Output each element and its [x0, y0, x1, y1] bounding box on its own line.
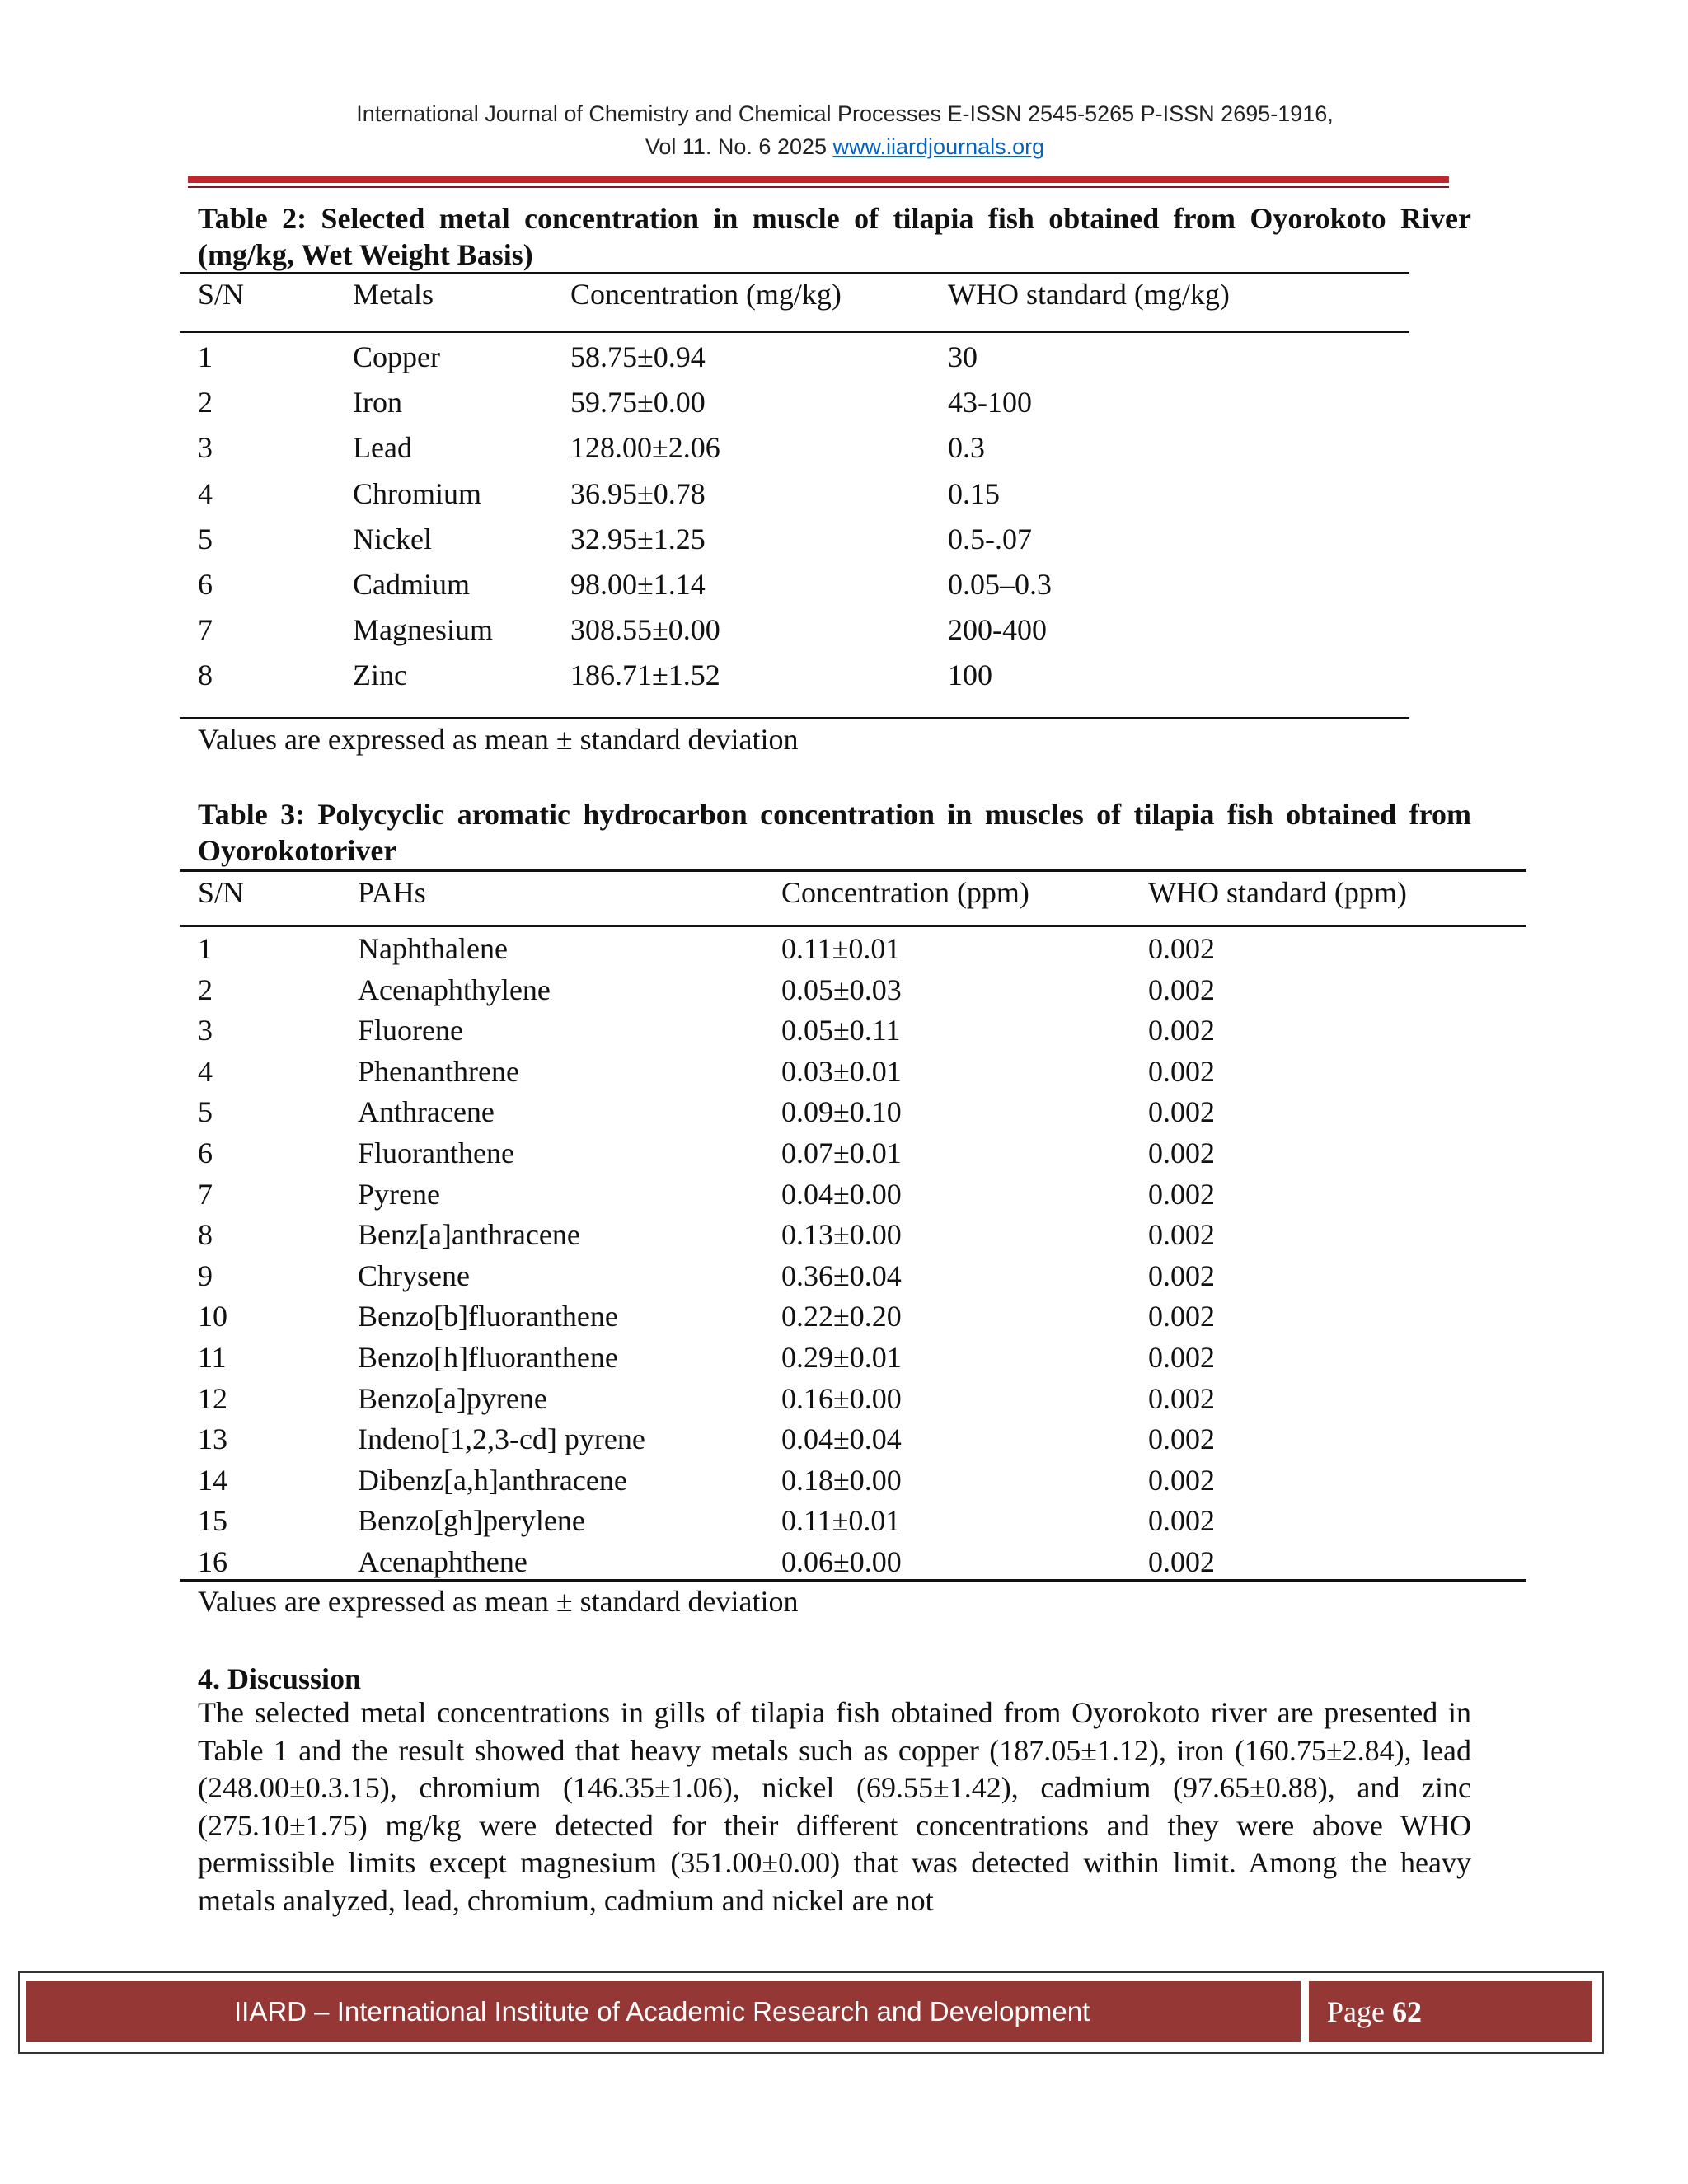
table2-header-rule: [180, 331, 1409, 333]
header-rule-thin: [188, 186, 1449, 188]
table2-header-sn: S/N: [198, 278, 245, 311]
table3-cell-sn: 1: [198, 932, 213, 965]
table3-header-row: [0, 875, 1688, 912]
table3-cell-concentration: 0.03±0.01: [781, 1054, 902, 1088]
table3-cell-sn: 7: [198, 1177, 213, 1211]
table2-cell-concentration: 186.71±1.52: [570, 658, 720, 692]
table3-row: [0, 931, 1688, 968]
table3-row: [0, 1054, 1688, 1090]
table3-cell-name: Fluoranthene: [358, 1137, 514, 1169]
table3-cell-who: 0.002: [1148, 1218, 1215, 1252]
table3-cell-sn: 4: [198, 1054, 213, 1088]
table2-cell-sn: 4: [198, 476, 213, 510]
table3-cell-sn: 16: [198, 1545, 227, 1578]
journal-header: [198, 97, 1492, 163]
table2-cell-name: Magnesium: [353, 613, 493, 647]
table2-cell-sn: 7: [198, 613, 213, 647]
table2-cell-concentration: 308.55±0.00: [570, 613, 720, 647]
table3-cell-name: Fluorene: [358, 1014, 463, 1047]
table2-cell-sn: 2: [198, 386, 213, 419]
table2-cell-concentration: 32.95±1.25: [570, 522, 706, 555]
table3-cell-who: 0.002: [1148, 1137, 1215, 1169]
table2-row: [0, 522, 1688, 558]
table3-cell-sn: 12: [198, 1381, 227, 1415]
table2-cell-who: 200-400: [948, 613, 1047, 647]
table3-row: [0, 972, 1688, 1009]
table3-cell-sn: 5: [198, 1095, 213, 1129]
table3-cell-who: 0.002: [1148, 1054, 1215, 1088]
journal-website-link[interactable]: www.iiardjournals.org: [832, 134, 1045, 159]
table3-cell-who: 0.002: [1148, 1177, 1215, 1211]
table2-row: [0, 612, 1688, 649]
table2-cell-who: 0.05–0.3: [948, 568, 1052, 601]
table3-top-rule: [180, 869, 1526, 872]
table3-cell-name: Indeno[1,2,3-cd] pyrene: [358, 1422, 645, 1456]
table3-cell-sn: 14: [198, 1463, 227, 1497]
footer-page-label: Page: [1327, 1995, 1385, 2028]
table3-row: [0, 1463, 1688, 1499]
table2-header-metals: Metals: [353, 278, 434, 311]
table2-cell-name: Nickel: [353, 522, 432, 555]
table2-cell-name: Zinc: [353, 658, 407, 692]
table3-cell-concentration: 0.04±0.04: [781, 1422, 902, 1456]
table3-cell-concentration: 0.07±0.01: [781, 1137, 902, 1169]
table3-cell-name: Acenaphthene: [358, 1545, 528, 1578]
table3-cell-concentration: 0.16±0.00: [781, 1381, 902, 1415]
table3-cell-who: 0.002: [1148, 1504, 1215, 1538]
table3-row: [0, 1422, 1688, 1458]
table3-row: [0, 1094, 1688, 1131]
table3-cell-who: 0.002: [1148, 1095, 1215, 1129]
table3-cell-concentration: 0.18±0.00: [781, 1463, 902, 1497]
table3-cell-sn: 11: [198, 1341, 227, 1374]
table2-cell-who: 100: [948, 658, 992, 692]
table2-cell-name: Lead: [353, 431, 412, 465]
table3-cell-name: Pyrene: [358, 1177, 440, 1211]
table3-bottom-rule: [180, 1579, 1526, 1582]
table2-cell-name: Chromium: [353, 476, 482, 510]
table2-row: [0, 476, 1688, 513]
table2-cell-name: Cadmium: [353, 568, 470, 601]
table3-cell-who: 0.002: [1148, 1422, 1215, 1456]
table3-cell-name: Anthracene: [358, 1095, 495, 1129]
table3-cell-name: Naphthalene: [358, 932, 508, 965]
table3-cell-concentration: 0.05±0.11: [781, 1014, 901, 1047]
table3-cell-who: 0.002: [1148, 1463, 1215, 1497]
table3-cell-name: Benzo[b]fluoranthene: [358, 1300, 618, 1333]
table3-cell-concentration: 0.13±0.00: [781, 1218, 902, 1252]
table3-cell-who: 0.002: [1148, 1545, 1215, 1578]
journal-volume: Vol 11. No. 6 2025: [645, 134, 828, 159]
table3-note: Values are expressed as mean ± standard deviation: [198, 1585, 799, 1618]
table3-cell-sn: 6: [198, 1137, 213, 1169]
table3-cell-name: Benzo[a]pyrene: [358, 1381, 547, 1415]
header-rule: [188, 176, 1449, 183]
table3-row: [0, 1136, 1688, 1172]
table2-row: [0, 567, 1688, 603]
table2-caption: Table 2: Selected metal concentration in muscle of tilapia fish obtained from Oyorokoto River (mg/kg, Wet Weight Basis): [198, 202, 1471, 271]
table3-header-rule: [180, 925, 1526, 927]
table2-cell-concentration: 128.00±2.06: [570, 431, 720, 465]
table3-cell-sn: 2: [198, 972, 213, 1006]
table3-cell-who: 0.002: [1148, 1300, 1215, 1333]
discussion-paragraph: The selected metal concentrations in gills of tilapia fish obtained from Oyorokoto river are presented in Table 1 and the result showed that heavy metals such as copper (187.05±1.12), iron (160.75±2.84), lead (248.00±0.3.15), chromium (146.35±1.06), nickel (69.55±1.42), cadmium (97.65±0.88), and zinc (275.10±1.75) mg/kg were detected for their different concentrations and they were above WHO permissible limits except magnesium (351.00±0.00) that was detected within limit. Among the heavy metals analyzed, lead, chromium, cadmium and nickel are not: [198, 1696, 1471, 1917]
table3-header-pahs: PAHs: [358, 876, 426, 909]
table3-caption: Table 3: Polycyclic aromatic hydrocarbon concentration in muscles of tilapia fish obtained from Oyorokotoriver: [198, 798, 1471, 867]
table3-cell-concentration: 0.29±0.01: [781, 1341, 902, 1374]
table3-cell-sn: 9: [198, 1258, 213, 1292]
table3-cell-sn: 3: [198, 1014, 213, 1047]
table2-cell-who: 0.3: [948, 431, 985, 465]
table2-cell-who: 0.5-.07: [948, 522, 1032, 555]
table3-cell-concentration: 0.06±0.00: [781, 1545, 902, 1578]
footer-page-box: [1309, 1981, 1592, 2042]
table3-cell-name: Benzo[h]fluoranthene: [358, 1341, 618, 1374]
journal-header-line2: [198, 130, 1492, 163]
table3-header-concentration: Concentration (ppm): [781, 876, 1029, 909]
table3-cell-name: Dibenz[a,h]anthracene: [358, 1463, 627, 1497]
table3-cell-concentration: 0.05±0.03: [781, 972, 902, 1006]
table2-cell-concentration: 59.75±0.00: [570, 386, 706, 419]
table3-cell-who: 0.002: [1148, 1381, 1215, 1415]
table3-cell-who: 0.002: [1148, 972, 1215, 1006]
journal-header-line1: International Journal of Chemistry and Chemical Processes E-ISSN 2545-5265 P-ISSN 2695-1916,: [356, 101, 1334, 126]
table3-cell-concentration: 0.11±0.01: [781, 1504, 901, 1538]
table3-row: [0, 1013, 1688, 1049]
table3-row: [0, 1381, 1688, 1418]
table2-bottom-rule: [180, 717, 1409, 719]
table3-cell-who: 0.002: [1148, 1341, 1215, 1374]
table2-top-rule: [180, 272, 1409, 274]
table3-cell-who: 0.002: [1148, 1258, 1215, 1292]
table2-cell-sn: 8: [198, 658, 213, 692]
table3-row: [0, 1299, 1688, 1335]
table3-row: [0, 1503, 1688, 1540]
table3-row: [0, 1258, 1688, 1295]
table3-row: [0, 1177, 1688, 1213]
table2-row: [0, 658, 1688, 694]
table3-cell-who: 0.002: [1148, 1014, 1215, 1047]
table3-cell-name: Chrysene: [358, 1258, 470, 1292]
table3-cell-sn: 13: [198, 1422, 227, 1456]
table3-cell-name: Acenaphthylene: [358, 972, 551, 1006]
table2-header-who: WHO standard (mg/kg): [948, 278, 1230, 311]
table3-header-sn: S/N: [198, 876, 245, 909]
table2-cell-concentration: 58.75±0.94: [570, 340, 706, 373]
table3-cell-name: Benzo[gh]perylene: [358, 1504, 585, 1538]
table3-cell-concentration: 0.09±0.10: [781, 1095, 902, 1129]
table2-cell-name: Copper: [353, 340, 440, 373]
table2-header-row: [0, 277, 1688, 313]
table2-header-concentration: Concentration (mg/kg): [570, 278, 842, 311]
table2-cell-sn: 3: [198, 431, 213, 465]
table3-cell-concentration: 0.11±0.01: [781, 932, 901, 965]
table2-cell-who: 30: [948, 340, 978, 373]
table2-cell-sn: 6: [198, 568, 213, 601]
table2-row: [0, 340, 1688, 376]
table3-cell-name: Phenanthrene: [358, 1054, 519, 1088]
table3-cell-name: Benz[a]anthracene: [358, 1218, 580, 1252]
table3-row: [0, 1217, 1688, 1254]
footer-institute: IIARD – International Institute of Academic Research and Development: [26, 1981, 1301, 2042]
table3-cell-sn: 8: [198, 1218, 213, 1252]
table2-cell-concentration: 36.95±0.78: [570, 476, 706, 510]
table2-row: [0, 430, 1688, 466]
table2-cell-name: Iron: [353, 386, 402, 419]
table3-row: [0, 1340, 1688, 1376]
table3-cell-concentration: 0.22±0.20: [781, 1300, 902, 1333]
table2-row: [0, 385, 1688, 421]
table3-cell-sn: 15: [198, 1504, 227, 1538]
table2-cell-who: 0.15: [948, 476, 1000, 510]
footer-page-number: 62: [1391, 1995, 1422, 2028]
table3-header-who: WHO standard (ppm): [1148, 876, 1407, 909]
table3-cell-sn: 10: [198, 1300, 227, 1333]
table2-cell-sn: 5: [198, 522, 213, 555]
table3-cell-who: 0.002: [1148, 932, 1215, 965]
table2-cell-sn: 1: [198, 340, 213, 373]
table2-cell-who: 43-100: [948, 386, 1032, 419]
table2-cell-concentration: 98.00±1.14: [570, 568, 706, 601]
table3-row: [0, 1544, 1688, 1581]
table2-note: Values are expressed as mean ± standard deviation: [198, 723, 799, 756]
discussion-heading: 4. Discussion: [198, 1662, 362, 1695]
table3-cell-concentration: 0.36±0.04: [781, 1258, 902, 1292]
table3-cell-concentration: 0.04±0.00: [781, 1177, 902, 1211]
